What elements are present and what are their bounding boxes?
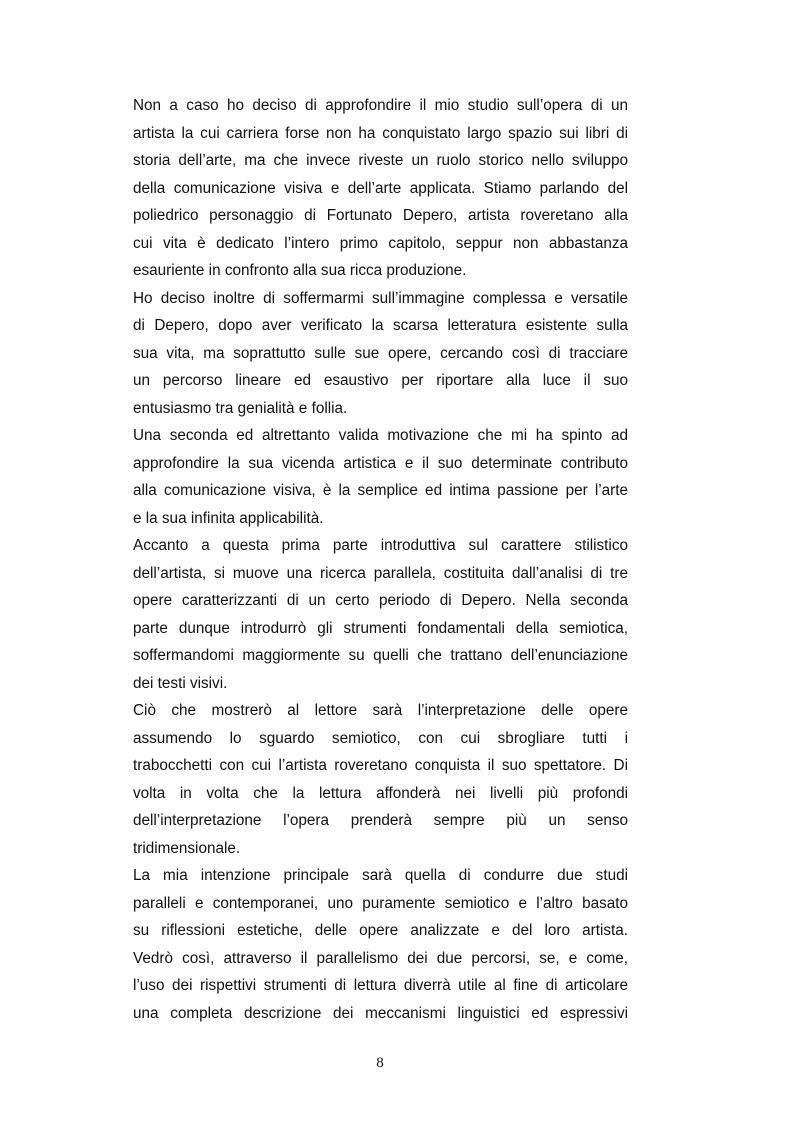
text-line: di Depero, dopo aver verificato la scarsa letteratura esistente sulla <box>133 317 628 334</box>
text-line: un percorso lineare ed esaustivo per riportare alla luce il suo <box>133 372 628 389</box>
text-line: Non a caso ho deciso di approfondire il mio studio sull’opera di un <box>133 97 628 114</box>
text-line: Vedrò così, attraverso il parallelismo dei due percorsi, se, e come, <box>133 949 628 967</box>
text-line: Ciò che mostrerò al lettore sarà l’interpretazione delle opere <box>133 702 628 719</box>
text-line: La mia intenzione principale sarà quella di condurre due studi <box>133 867 628 884</box>
page-number: 8 <box>376 1055 384 1071</box>
text-line: entusiasmo tra genialità e follia. <box>133 399 348 417</box>
text-line: Una seconda ed altrettanto valida motivazione che mi ha spinto ad <box>133 427 628 444</box>
body-text <box>133 92 628 1027</box>
text-line: Accanto a questa prima parte introduttiva sul carattere stilistico <box>133 537 628 554</box>
text-line: alla comunicazione visiva, è la semplice ed intima passione per l’arte <box>133 482 628 499</box>
text-line: esauriente in confronto alla sua ricca produzione. <box>133 262 467 279</box>
text-line: trabocchetti con cui l’artista roveretano conquista il suo spettatore. Di <box>133 757 628 774</box>
text-line: della comunicazione visiva e dell’arte applicata. Stiamo parlando del <box>133 179 628 197</box>
text-line: dell’interpretazione l’opera prenderà sempre più un senso <box>133 812 628 829</box>
text-line: opere caratterizzanti di un certo periodo di Depero. Nella seconda <box>133 592 628 609</box>
text-line: storia dell’arte, ma che invece riveste un ruolo storico nello sviluppo <box>133 152 628 169</box>
text-line: sua vita, ma soprattutto sulle sue opere, cercando così di tracciare <box>133 344 628 362</box>
text-line: poliedrico personaggio di Fortunato Depero, artista roveretano alla <box>133 207 628 224</box>
text-line: dell’artista, si muove una ricerca parallela, costituita dall’analisi di tre <box>133 564 628 582</box>
text-line: una completa descrizione dei meccanismi linguistici ed espressivi <box>133 1004 628 1022</box>
text-line: l’uso dei rispettivi strumenti di lettura diverrà utile al fine di articolare <box>133 977 628 994</box>
text-line: tridimensionale. <box>133 839 241 857</box>
text-line: soffermandomi maggiormente su quelli che trattano dell’enunciazione <box>133 647 628 664</box>
text-line: parte dunque introdurrò gli strumenti fondamentali della semiotica, <box>133 619 628 637</box>
text-line: approfondire la sua vicenda artistica e il suo determinate contributo <box>133 454 628 472</box>
text-line: cui vita è dedicato l’intero primo capitolo, seppur non abbastanza <box>133 234 628 252</box>
text-line: paralleli e contemporanei, uno puramente semiotico e l’altro basato <box>133 894 628 912</box>
text-line: e la sua infinita applicabilità. <box>133 509 324 527</box>
text-line: assumendo lo sguardo semiotico, con cui sbrogliare tutti i <box>133 729 628 747</box>
text-line: su riflessioni estetiche, delle opere analizzate e del loro artista. <box>133 922 628 939</box>
text-line: dei testi visivi. <box>133 674 228 692</box>
text-line: volta in volta che la lettura affonderà nei livelli più profondi <box>133 784 628 802</box>
text-line: artista la cui carriera forse non ha conquistato largo spazio sui libri di <box>133 124 628 142</box>
text-line: Ho deciso inoltre di soffermarmi sull’immagine complessa e versatile <box>133 289 628 307</box>
